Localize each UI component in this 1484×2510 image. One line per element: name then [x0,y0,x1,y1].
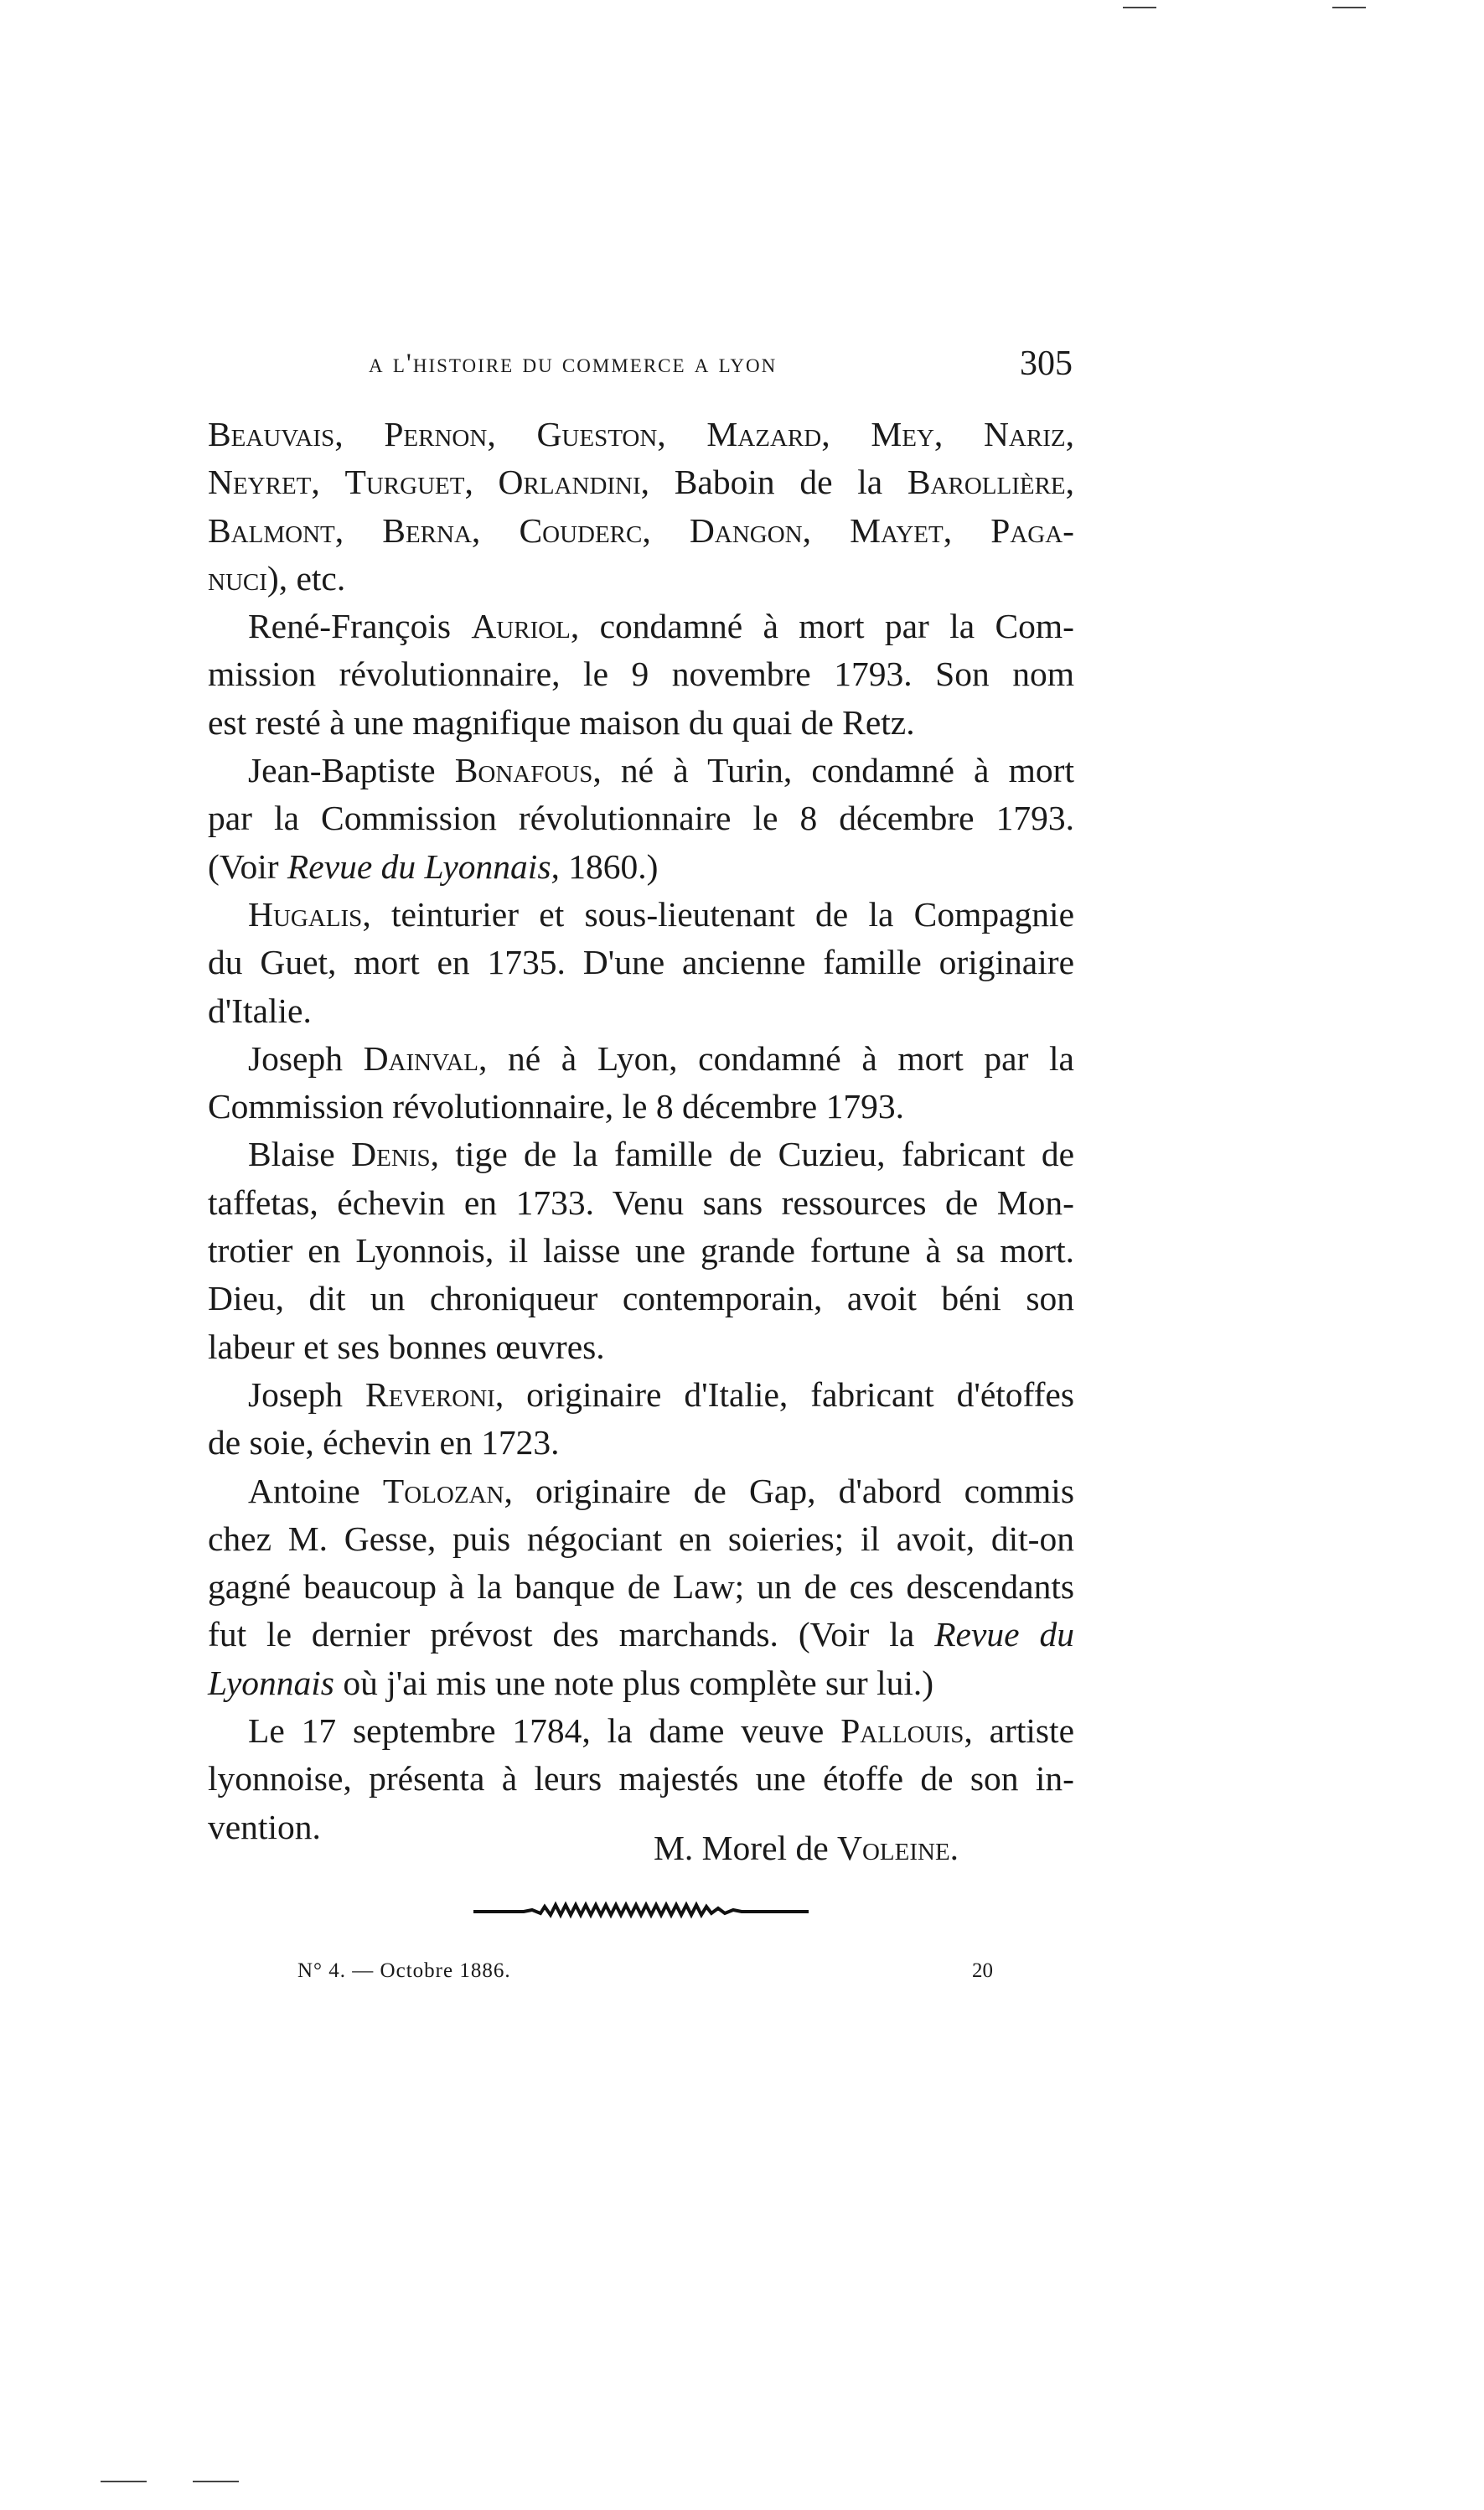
text-line [208,1611,1074,1659]
italic-reference: Lyonnais [208,1663,334,1702]
text-run: , teinturier et sous-lieutenant de la Compagnie [362,894,1074,934]
text-run: , artiste [964,1711,1074,1751]
text-run: où j'ai mis une note plus complète sur lui.) [334,1663,934,1702]
text-line [208,1467,1074,1515]
surname: Reveroni [365,1374,495,1414]
text-run: est resté à une magnifique maison du quai de Retz. [208,702,915,742]
text-run: , [334,415,385,453]
text-line [208,747,1074,794]
text-line [208,650,1074,698]
surname: Mey [871,415,934,453]
page-number: 305 [1020,344,1073,383]
scan-edge-mark [1123,7,1156,8]
surname: Berna [382,510,472,550]
surname: Paga- [990,510,1074,550]
text-run: Dieu, dit un chroniqueur contemporain, avoit béni son [208,1279,1074,1318]
surname: Denis [351,1135,431,1174]
text-run: Le 17 septembre 1784, la dame veuve [248,1711,841,1751]
text-run: 1860.) [559,846,659,886]
text-run: , [487,415,537,453]
surname: Bonafous [454,751,593,790]
scan-edge-mark [193,2481,239,2482]
text-run: Commission révolutionnaire, le 8 décembre 1793. [208,1087,904,1126]
text-line [208,1275,1074,1322]
text-line [208,939,1074,986]
text-line [208,603,1074,650]
surname: Nariz [984,415,1066,453]
surname: Mayet [850,510,944,550]
surname: Balmont [208,510,335,550]
italic-reference: Revue du Lyonnais, [287,846,560,886]
text-line [208,843,1074,891]
text-run: Antoine [248,1471,383,1510]
signature-prefix: M. Morel de [654,1829,837,1867]
surname: Gueston [536,415,658,453]
text-run: Joseph [248,1038,364,1078]
text-line [208,507,1074,555]
text-line [208,1179,1074,1227]
text-line [208,1563,1074,1611]
text-line [208,411,1074,458]
text-run: , [642,510,690,550]
text-run: ), etc. [266,558,346,598]
text-run: Jean-Baptiste [248,751,455,790]
text-run: , [1065,463,1075,502]
text-run: chez M. Gesse, puis négociant en soieries; il avoit, dit-on [208,1519,1074,1558]
text-run: du Guet, mort en 1735. D'une ancienne famille originaire [208,943,1074,982]
scan-edge-mark [1332,7,1366,8]
text-run: , originaire d'Italie, fabricant d'étoffes [494,1374,1074,1414]
text-line [208,1419,1074,1467]
text-run: , Baboin de la [640,463,907,502]
text-run: , né à Turin, condamné à mort [592,751,1074,790]
italic-reference: Revue du [934,1615,1075,1654]
text-line [208,1707,1074,1755]
text-run: , [471,510,520,550]
text-run: , [311,463,345,502]
text-run: de soie, échevin en 1723. [208,1423,560,1462]
page-footer [297,1959,993,1993]
text-run: d'Italie. [208,991,312,1030]
text-line [208,1131,1074,1178]
signature-name: Voleine [837,1829,950,1867]
text-line [208,458,1074,506]
surname: Tolozan [382,1471,504,1510]
text-run: fut le dernier prévost des marchands. (Voir la [208,1615,935,1654]
signature-suffix: . [949,1829,959,1867]
text-run: lyonnoise, présenta à leurs majestés une étoffe de son in- [208,1759,1074,1798]
text-line [208,987,1074,1035]
surname: Dainval [363,1038,478,1078]
surname: Beauvais [208,415,335,453]
running-title: a l'histoire du commerce a lyon [369,349,778,379]
text-run: , [464,463,499,502]
text-run: gagné beaucoup à la banque de Law; un de ces descendants [208,1567,1074,1607]
text-run: , [802,510,851,550]
text-run: , [933,415,985,453]
text-line [208,1515,1074,1563]
text-run: par la Commission révolutionnaire le 8 décembre 1793. [208,799,1074,838]
wavy-ornament [473,1898,809,1920]
text-line [208,1083,1074,1131]
surname: Neyret [208,463,312,502]
surname: Orlandini [498,463,641,502]
author-signature [654,1824,959,1872]
text-line [208,555,1074,603]
surname: Turguet [344,463,465,502]
text-line [208,1755,1074,1803]
text-line [208,1323,1074,1371]
surname: Barollière [907,463,1066,502]
text-run: trotier en Lyonnois, il laisse une grande fortune à sa mort. [208,1231,1074,1271]
text-run: , [1065,415,1075,453]
text-run: labeur et ses bonnes œuvres. [208,1327,605,1366]
sheet-signature-mark: 20 [972,1959,993,1982]
surname: Auriol [471,607,571,646]
issue-line: N° 4. — Octobre 1886. [297,1959,511,1982]
text-run: , condamné à mort par la Com- [570,607,1074,646]
text-run: vention. [208,1807,321,1846]
text-line [208,1371,1074,1419]
text-line [208,1227,1074,1275]
body-text [208,411,1074,1851]
text-line [208,1035,1074,1083]
text-line [208,794,1074,842]
surname: Pallouis [840,1711,964,1751]
text-line [208,1659,1074,1707]
surname: Couderc [519,510,643,550]
text-run: , [334,510,383,550]
text-run: , originaire de Gap, d'abord commis [504,1471,1074,1510]
text-run: mission révolutionnaire, le 9 novembre 1793. Son nom [208,655,1074,694]
text-run: , né à Lyon, condamné à mort par la [478,1038,1074,1078]
text-run: , tige de la famille de Cuzieu, fabricant de [430,1135,1075,1174]
text-line [208,699,1074,747]
text-run: Joseph [248,1374,365,1414]
surname: Pernon [384,415,488,453]
text-run: Blaise [248,1135,352,1174]
text-run: (Voir [208,846,287,886]
surname: Hugalis [248,894,363,934]
scan-edge-mark [101,2481,147,2482]
text-run: , [943,510,991,550]
running-header [369,344,1073,394]
text-run: René-François [248,607,472,646]
surname: Mazard [706,415,822,453]
surname: nuci [208,558,267,598]
text-run: taffetas, échevin en 1733. Venu sans ressources de Mon- [208,1183,1074,1222]
text-run: , [821,415,871,453]
text-run: , [657,415,707,453]
surname: Dangon [689,510,803,550]
text-line [208,891,1074,939]
